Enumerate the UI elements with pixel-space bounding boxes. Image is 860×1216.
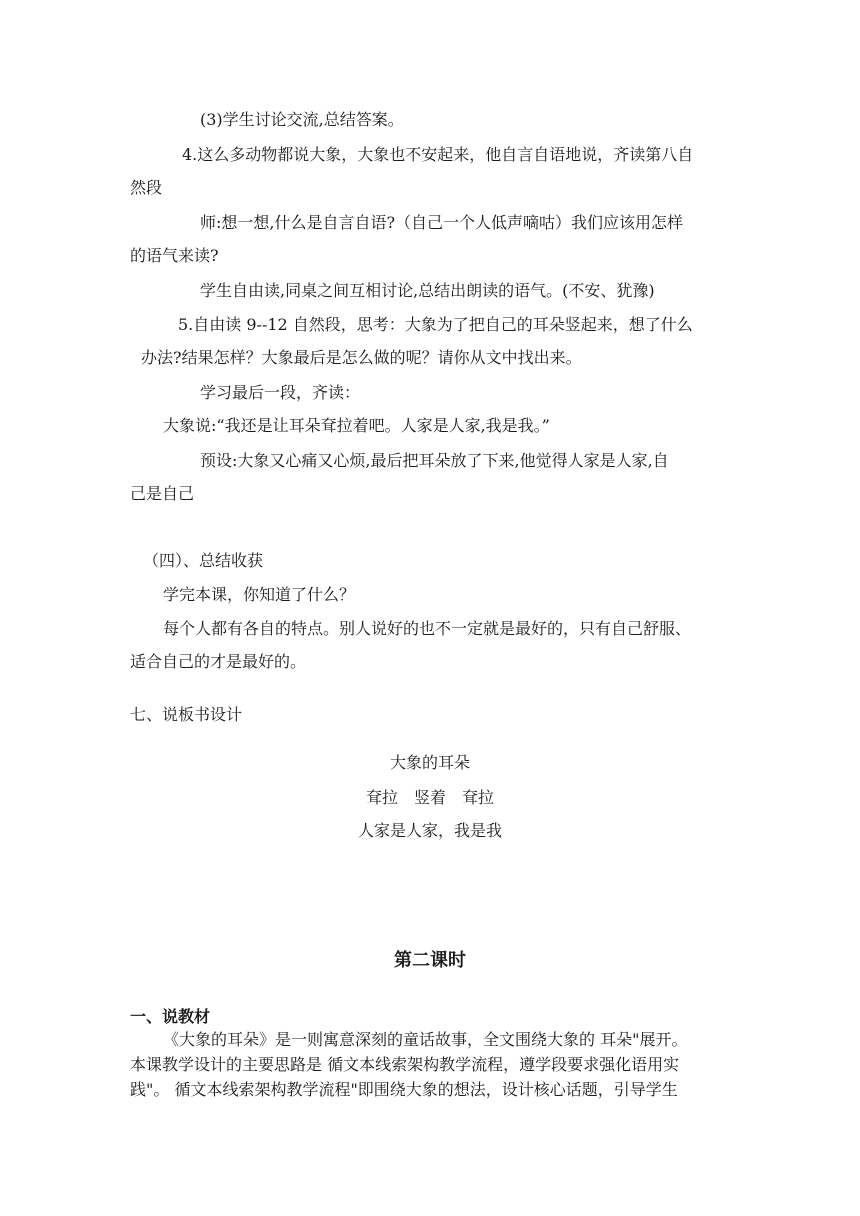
section-board-heading: 七、说板书设计 <box>130 705 243 724</box>
board-line-2: 耷拉 竖着 耷拉 <box>365 788 494 807</box>
paragraph-last-section: 学习最后一段，齐读： <box>200 383 361 402</box>
section-summary-heading: （四）、总结收获 <box>143 551 264 570</box>
paragraph-teacher-line2: 的语气来读? <box>130 246 219 265</box>
summary-answer-line2: 适合自己的才是最好的。 <box>130 652 307 671</box>
paragraph-step5-line2: 办法?结果怎样？大象最后是怎么做的呢？请你从文中找出来。 <box>141 348 582 367</box>
paragraph-preset-line2: 己是自己 <box>130 484 195 503</box>
paragraph-step5-line1: 5.自由读 9--12 自然段，思考：大象为了把自己的耳朵竖起来，想了什么 <box>178 315 693 334</box>
paragraph-teacher-line1: 师:想一想,什么是自言自语?（自己一个人低声嘀咕）我们应该用怎样 <box>200 213 684 232</box>
paragraph-preset-line1: 预设:大象又心痛又心烦,最后把耳朵放了下来,他觉得人家是人家,自 <box>200 451 669 470</box>
board-line-3: 人家是人家，我是我 <box>357 821 502 840</box>
textbook-line1: 《大象的耳朵》是一则寓意深刻的童话故事，全文围绕大象的 耳朵"展开。 <box>163 1030 688 1049</box>
summary-answer-line1: 每个人都有各自的特点。别人说好的也不一定就是最好的，只有自己舒服、 <box>163 619 692 638</box>
board-title: 大象的耳朵 <box>389 753 470 772</box>
paragraph-students-read: 学生自由读,同桌之间互相讨论,总结出朗读的语气。(不安、犹豫) <box>200 281 655 300</box>
paragraph-step4-line2: 然段 <box>130 178 163 197</box>
textbook-line3: 践"。 循文本线索架构教学流程"即围绕大象的想法，设计核心话题，引导学生 <box>130 1080 678 1099</box>
paragraph-discussion: (3)学生讨论交流,总结答案。 <box>200 110 404 129</box>
summary-question: 学完本课，你知道了什么？ <box>163 585 356 604</box>
lesson-two-title: 第二课时 <box>394 950 466 971</box>
paragraph-step4-line1: 4.这么多动物都说大象，大象也不安起来，他自言自语地说，齐读第八自 <box>182 145 694 164</box>
textbook-line2: 本课教学设计的主要思路是 循文本线索架构教学流程，遵学段要求强化语用实 <box>130 1055 680 1074</box>
paragraph-elephant-quote: 大象说:“我还是让耳朵耷拉着吧。人家是人家,我是我。” <box>163 416 550 435</box>
section-textbook-heading: 一、说教材 <box>130 1007 211 1026</box>
